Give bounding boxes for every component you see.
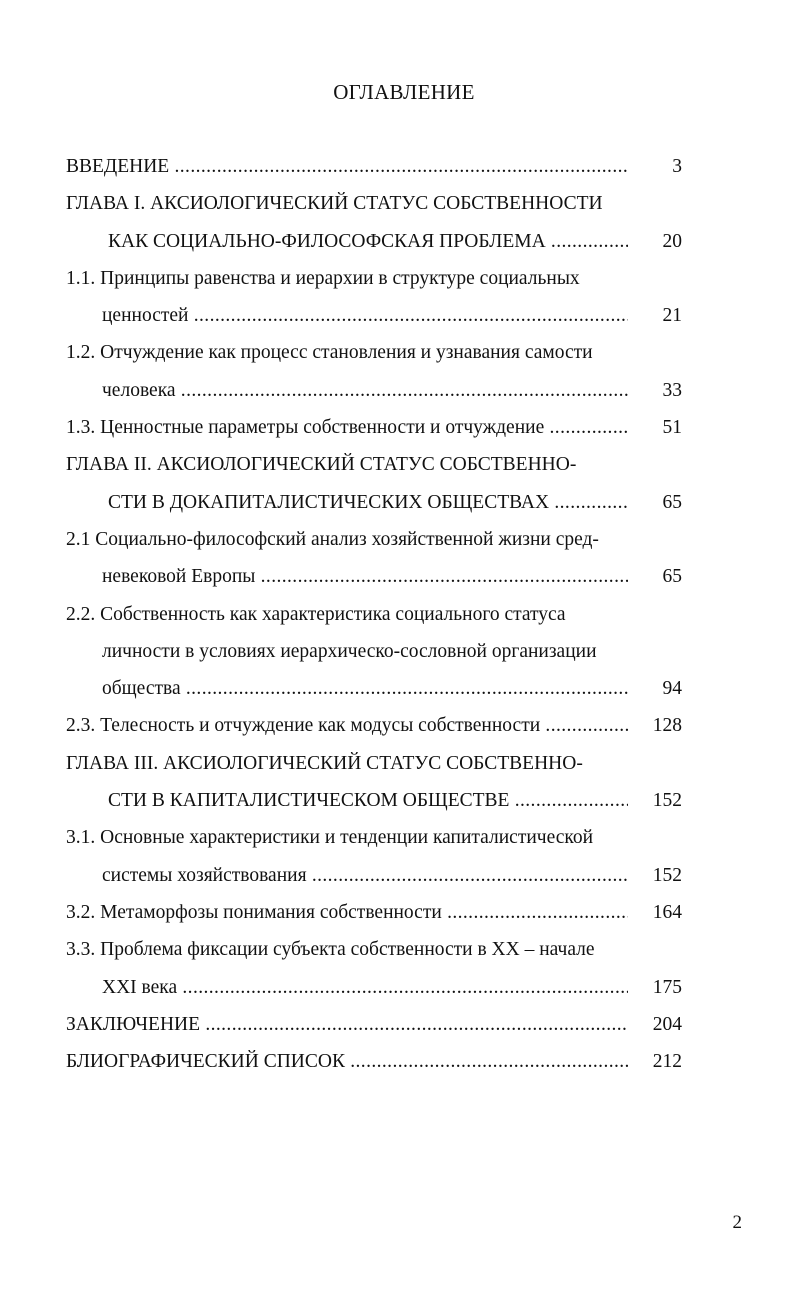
toc-entry: [66, 786, 688, 823]
toc-entry: [66, 227, 688, 264]
toc-entry: [66, 488, 688, 525]
toc-entry: [66, 301, 688, 338]
toc-entry-page: 152: [652, 790, 682, 812]
toc-entry-text: 2.1 Социально-философский анализ хозяйственной жизни сред-: [66, 528, 599, 550]
toc-entry-text: 1.3. Ценностные параметры собственности и отчуждение .....: [66, 413, 628, 443]
toc-entry: [66, 711, 688, 748]
toc-entry: [66, 189, 688, 226]
toc-entry-text: 3.1. Основные характеристики и тенденции капиталистической: [66, 827, 594, 849]
toc-entry-text: СТИ В ДОКАПИТАЛИСТИЧЕСКИХ ОБЩЕСТВАХ .....: [108, 488, 628, 518]
toc-entry-text: человека .....: [102, 376, 628, 406]
toc-entry: [66, 973, 688, 1010]
toc-entry-page: 212: [652, 1051, 682, 1073]
toc-entry: [66, 935, 688, 972]
page-number: 2: [732, 1212, 742, 1233]
toc-entry-text: 1.2. Отчуждение как процесс становления и узнавания самости: [66, 342, 593, 364]
toc-entry: [66, 749, 688, 786]
toc-entry-page: 65: [662, 491, 682, 513]
toc-entry: [66, 152, 688, 189]
toc-entry: [66, 674, 688, 711]
toc-entry-text: ценностей .....: [102, 301, 628, 331]
toc-entry-text: общества .....: [102, 674, 628, 704]
toc-entry-text: ВВЕДЕНИЕ .....: [66, 152, 628, 182]
toc-entry-page: 21: [662, 305, 682, 327]
toc-entry: [66, 637, 688, 674]
toc-entry-page: 152: [652, 864, 682, 886]
toc-entry-text: 3.3. Проблема фиксации субъекта собственности в XX – начале: [66, 939, 595, 961]
toc-entry-text: ЗАКЛЮЧЕНИЕ .....: [66, 1010, 628, 1040]
toc-entry-page: 128: [652, 715, 682, 737]
toc-entry-page: 65: [662, 566, 682, 588]
toc-entry-page: 204: [652, 1013, 682, 1035]
toc-entry-text: ГЛАВА I. АКСИОЛОГИЧЕСКИЙ СТАТУС СОБСТВЕННОСТИ: [66, 193, 603, 215]
toc-entry-text: невековой Европы .....: [102, 562, 628, 592]
toc-entry: [66, 413, 688, 450]
toc-entry: [66, 1047, 688, 1084]
page-title: ОГЛАВЛЕНИЕ: [333, 80, 475, 104]
toc-entry-text: XXI века .....: [102, 973, 628, 1003]
toc-entry-text: личности в условиях иерархическо-сословной организации: [102, 640, 597, 662]
toc-entry: [66, 338, 688, 375]
toc-entry: [66, 264, 688, 301]
toc-entry-text: ГЛАВА III. АКСИОЛОГИЧЕСКИЙ СТАТУС СОБСТВЕННО-: [66, 752, 583, 774]
toc-entry-page: 51: [662, 417, 682, 439]
toc-entry-page: 20: [662, 230, 682, 252]
toc-entry-text: 2.2. Собственность как характеристика социального статуса: [66, 603, 566, 625]
toc-entry: [66, 562, 688, 599]
toc-entry-text: БЛИОГРАФИЧЕСКИЙ СПИСОК .....: [66, 1047, 628, 1077]
toc-entry-text: ГЛАВА II. АКСИОЛОГИЧЕСКИЙ СТАТУС СОБСТВЕННО-: [66, 454, 577, 476]
toc-entry: [66, 376, 688, 413]
toc-entry-text: системы хозяйствования .....: [102, 861, 628, 891]
toc-entry-text: КАК СОЦИАЛЬНО-ФИЛОСОФСКАЯ ПРОБЛЕМА .....: [108, 227, 628, 257]
toc-entry-page: 3: [672, 156, 682, 177]
toc-entry: [66, 861, 688, 898]
toc-entry: [66, 600, 688, 637]
toc-entry-text: СТИ В КАПИТАЛИСТИЧЕСКОМ ОБЩЕСТВЕ .....: [108, 786, 628, 816]
toc-entry: [66, 525, 688, 562]
toc-entry-text: 2.3. Телесность и отчуждение как модусы собственности .....: [66, 711, 628, 741]
toc-entry-page: 94: [662, 678, 682, 700]
toc-entry: [66, 1010, 688, 1047]
toc-entry-text: 1.1. Принципы равенства и иерархии в структуре социальных: [66, 267, 580, 289]
toc-entry-page: 175: [652, 976, 682, 998]
toc-entry: [66, 898, 688, 935]
toc-entry-text: 3.2. Метаморфозы понимания собственности .....: [66, 898, 628, 928]
toc-entry-page: 33: [662, 379, 682, 401]
toc-entry-page: 164: [652, 901, 682, 923]
toc-entry: [66, 450, 688, 487]
table-of-contents: [66, 152, 688, 1084]
toc-entry: [66, 823, 688, 860]
